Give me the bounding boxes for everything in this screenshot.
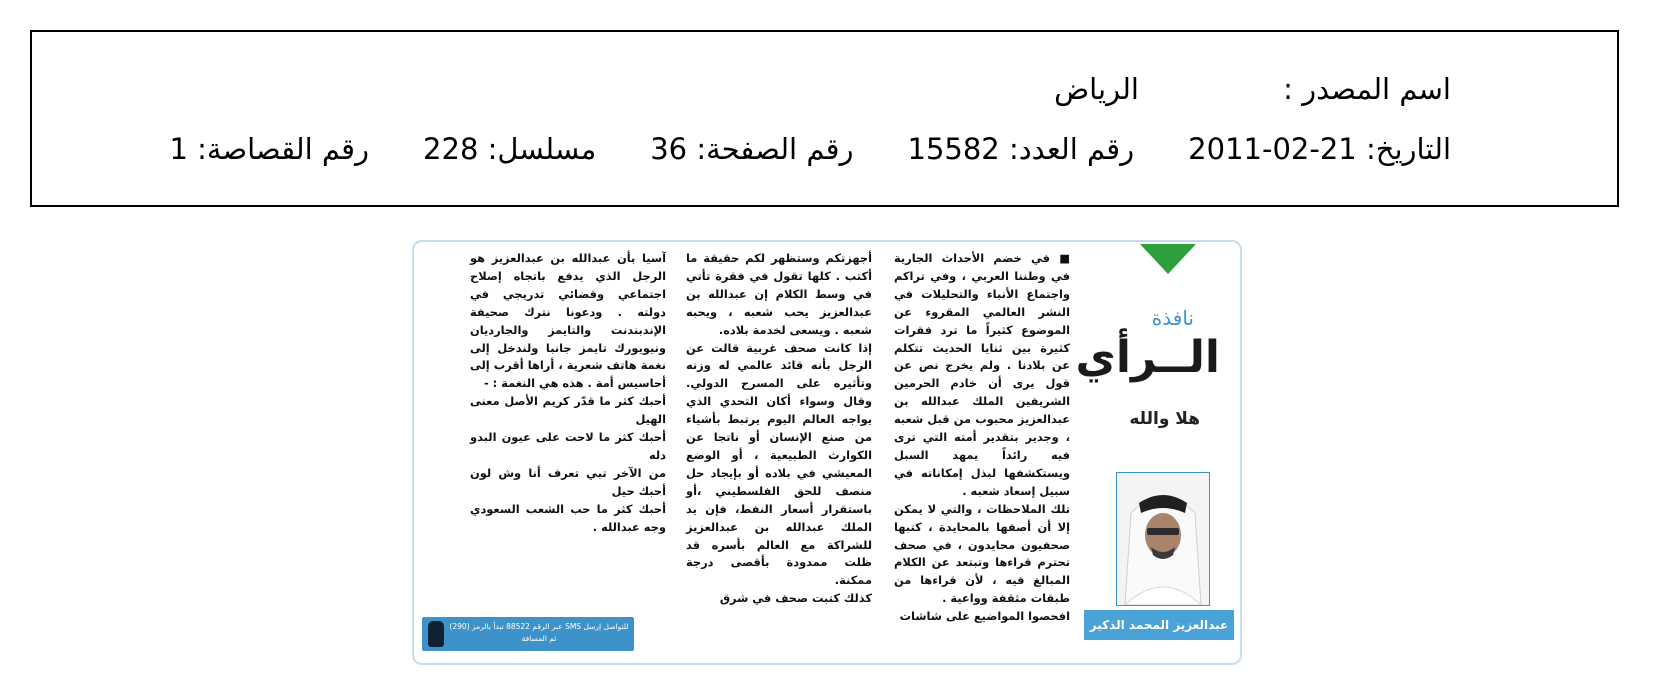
poem-line: أحبك كثر ما حب الشعب السعودي وجه عبدالله . <box>470 501 666 534</box>
issue-number-field: رقم العدد: 15582 <box>907 132 1135 166</box>
phone-icon <box>428 621 444 647</box>
date-field: التاريخ: 21-02-2011 <box>1188 132 1451 166</box>
article-column-2 <box>686 250 872 608</box>
clip-number-field: رقم القصاصة: 1 <box>169 132 370 166</box>
column-title: هلا والله <box>1129 409 1200 429</box>
poem-line: من الآخر تبي تعرف أنا وش لون أحبك حيل <box>470 465 666 498</box>
clipping-metadata-box <box>30 30 1619 207</box>
section-word-small: نافذة <box>1151 306 1194 330</box>
poem-line: أحبك كثر ما قدّر كريم الأصل معنى الهيل <box>470 394 666 427</box>
sms-contact-box <box>422 617 634 651</box>
paragraph: كذلك كتبت صحف في شرق <box>719 591 872 606</box>
paragraph: إذا كانت صحف غربية قالت عن الرجل بأنه قائد عالمي له وزنه وتأثيره على المسرح الدولي. وقال وسواء أكان التحدي الذي يواجه العالم اليوم يرتبط بأشياء من صنع الإنسان أو ناتجا عن الكوارث الطبيعية ، أو الوضع المعيشي في بلاده أو بإيجاد حل منصف للحق الفلسطيني ،أو باستقرار أسعار النفط، فإن يد الملك عبدالله بن عبدالعزيز للشراكة مع العالم بأسره قد ظلت ممدودة بأقصى درجة ممكنة. <box>686 340 872 588</box>
paragraph: آسيا بأن عبدالله بن عبدالعزيز هو الرجل الذي يدفع باتجاه إصلاح اجتماعي وقضائي تدريجي في دولته . ودعونا نترك صحيفة الإندبندنت والتايمز والجارديان ونيويورك تايمز جانبا ولندخل إلى نغمة هاتف شعرية ، أراها أقرب إلى أحاسيس أمة . هذه هي النغمة : - <box>470 251 666 391</box>
paragraph: افحصوا المواضيع على شاشات <box>899 609 1070 624</box>
source-label: اسم المصدر : <box>1283 72 1451 106</box>
page-number-field: رقم الصفحة: 36 <box>650 132 854 166</box>
paragraph: ■ في خضم الأحداث الجارية في وطننا العربي ، وفي تراكم واجتماع الأنباء والتحليلات في النشر العالمي المقروء عن الموضوع كثيراً ما ترد فقرات كثيرة بين ثنايا الحديث تتكلم عن بلادنا . ولم يخرج نص عن قول يرى أن خادم الحرمين الشريفين الملك عبدالله بن عبدالعزيز محبوب من قبل شعبه ، وجدير بتقدير أمته التي ترى فيه رائداً يمهد السبل ويستكشفها لبذل إمكاناته في سبيل إسعاد شعبه . <box>894 251 1070 498</box>
poem-line: أحبك كثر ما لاحت على عيون البدو دله <box>470 430 666 462</box>
article-column-1 <box>894 250 1070 626</box>
source-value: الرياض <box>1054 72 1139 106</box>
paragraph: تلك الملاحظات ، والتي لا يمكن إلا أن أصفها بالمحايدة ، كتبها صحفيون محايدون ، في صحف تحترم قراءها وتبتعد عن الكلام المبالغ فيه ، لأن قراءها من طبقات مثقفة وواعية . <box>894 501 1070 606</box>
author-name: عبدالعزيز المحمد الذكير <box>1084 610 1234 640</box>
green-triangle-icon <box>1140 244 1196 274</box>
column-header-panel <box>1075 244 1234 644</box>
article-column-3 <box>470 250 666 537</box>
serial-field: مسلسل: 228 <box>423 132 597 166</box>
author-photo <box>1116 472 1210 606</box>
newspaper-clipping <box>412 240 1242 665</box>
sms-text: للتواصل إرسل SMS عبر الرقم 88522 تبدأ بالرمز (290) ثم المسافة <box>449 622 629 643</box>
author-portrait-icon <box>1117 473 1209 605</box>
paragraph: أجهزتكم وستظهر لكم حقيقة ما أكتب . كلها تقول في فقرة تأتي في وسط الكلام إن عبدالله بن عبدالعزيز يحب شعبه ، ويحبه شعبه . ويسعى لخدمة بلاده. <box>686 251 872 337</box>
section-word-big: الــرأي <box>1075 332 1220 383</box>
metadata-row <box>169 132 1451 166</box>
